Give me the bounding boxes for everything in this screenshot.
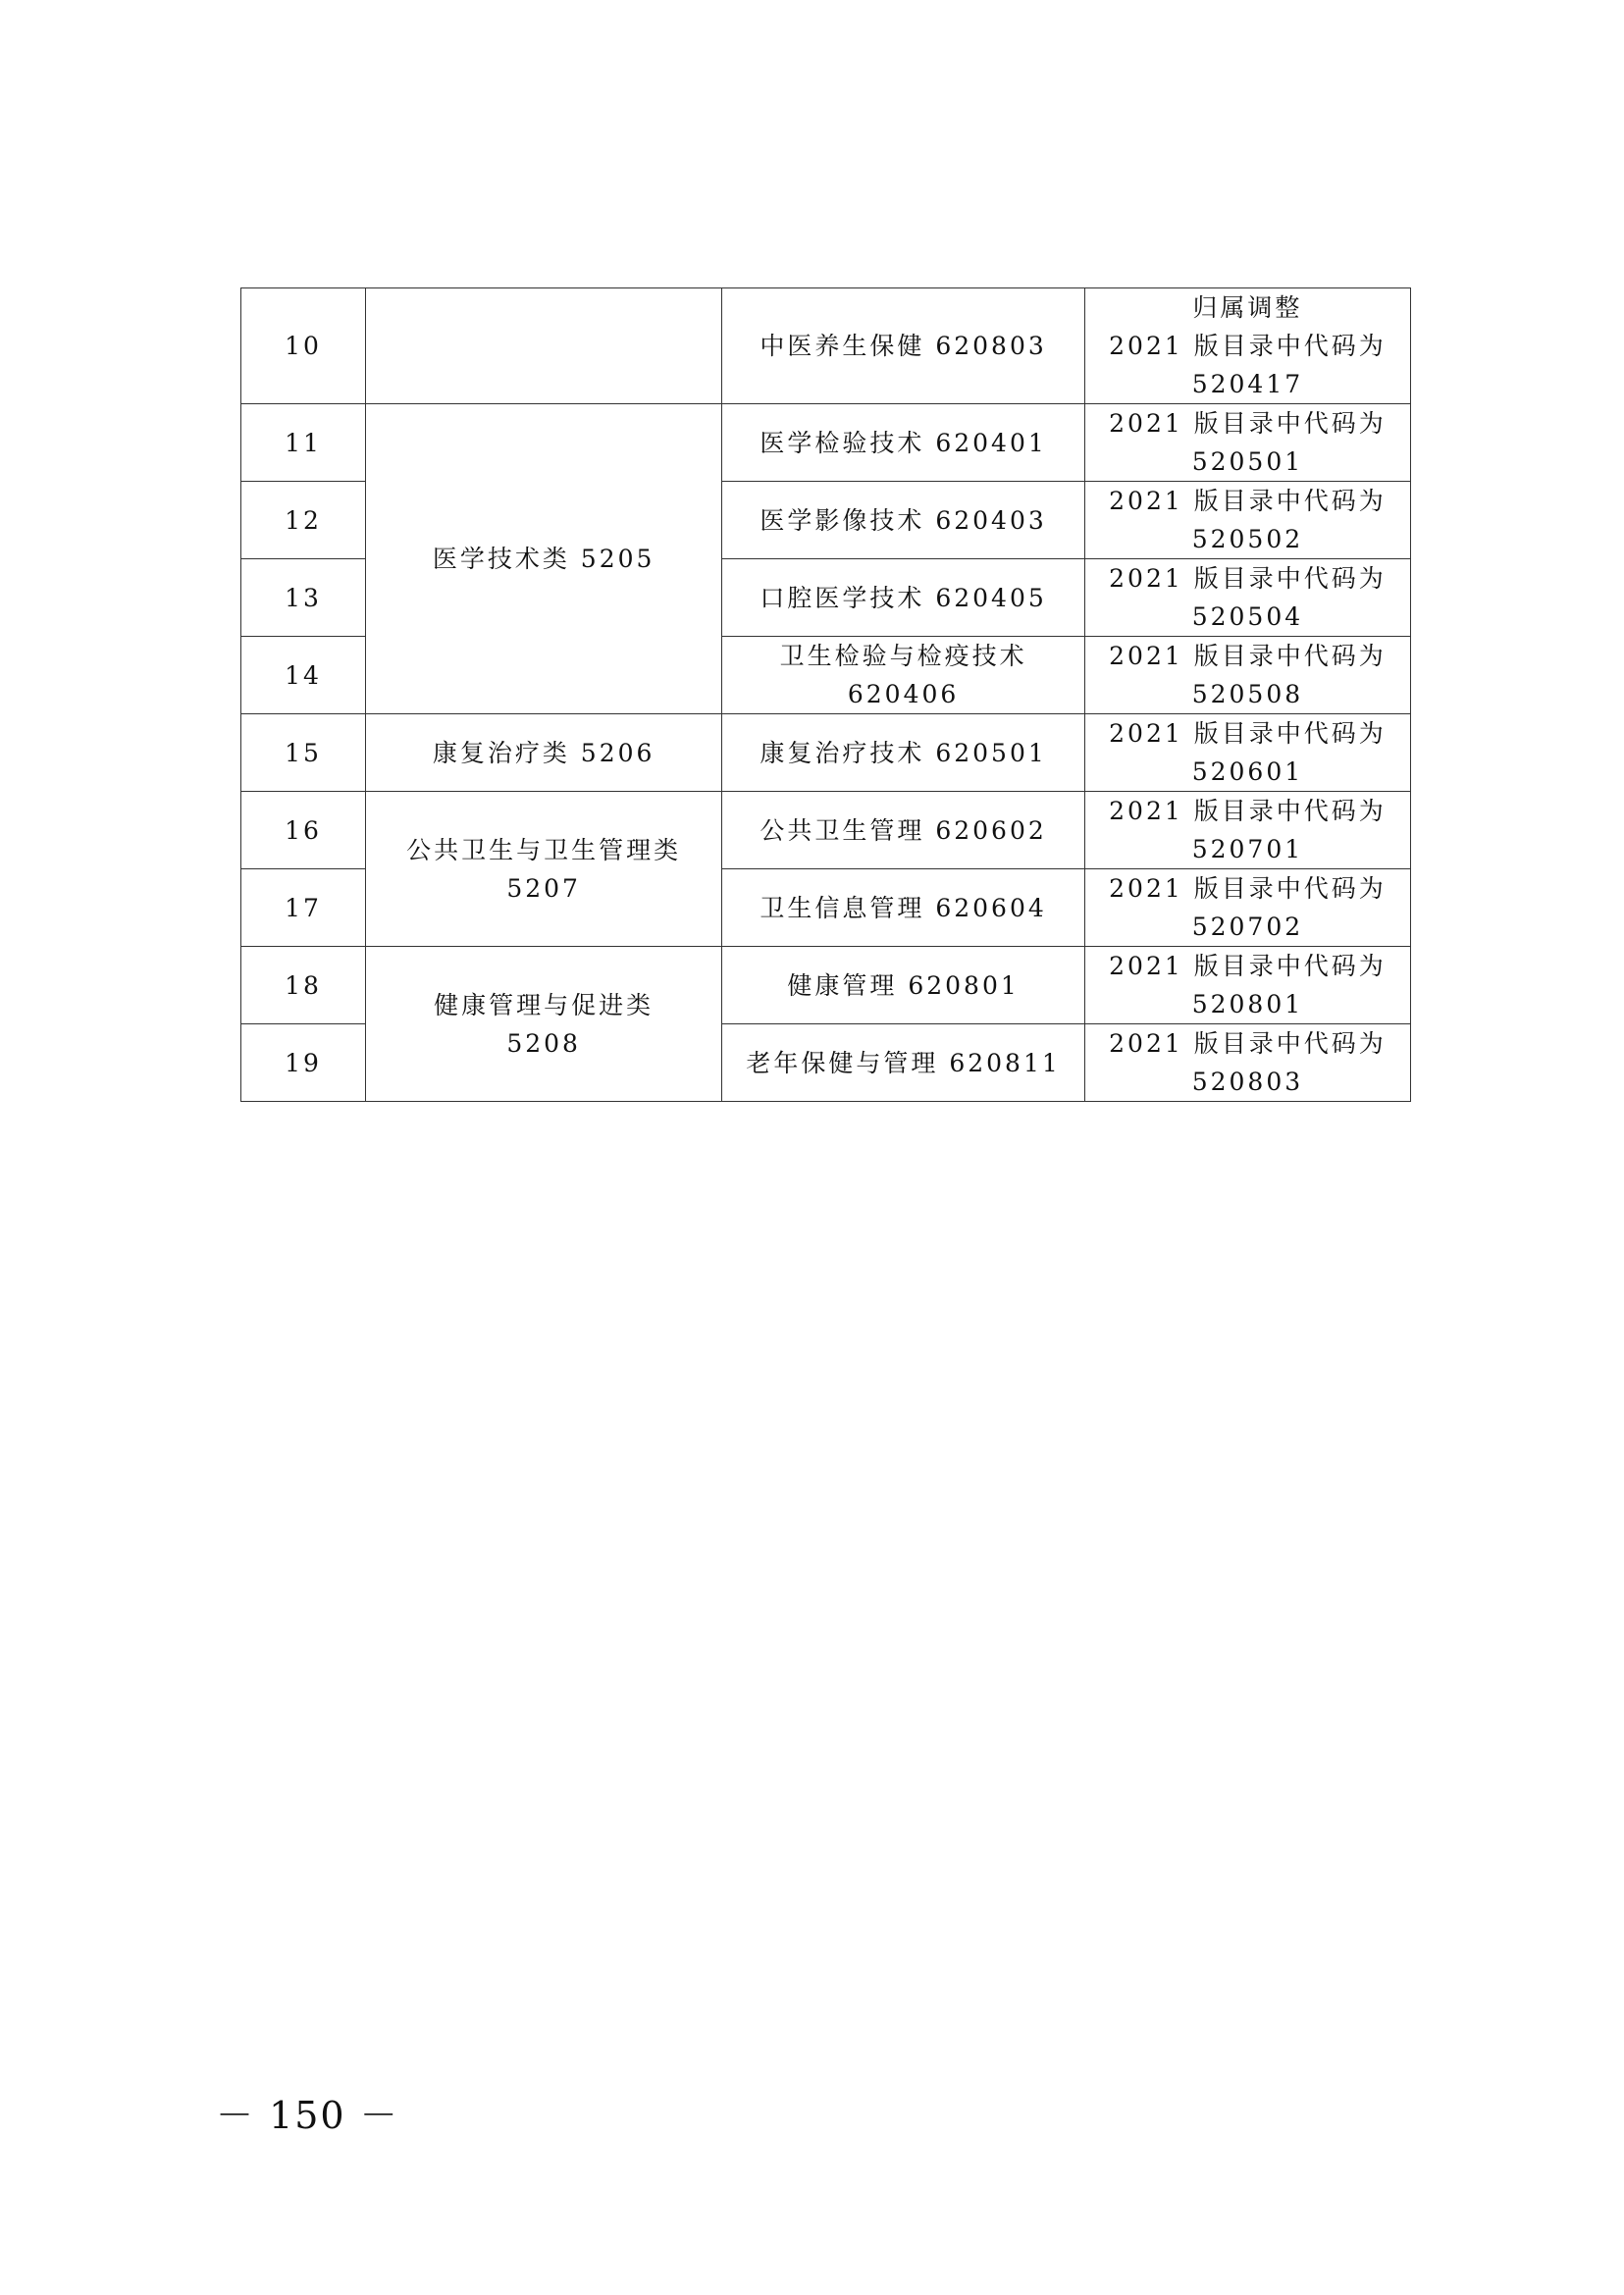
note-cell — [1084, 1024, 1410, 1102]
note-cell — [1084, 714, 1410, 792]
note-line: 520601 — [1191, 757, 1304, 786]
note-line: 520801 — [1191, 990, 1304, 1018]
note-line: 520803 — [1191, 1068, 1304, 1096]
row-number: 13 — [241, 559, 366, 637]
table-row — [241, 288, 1411, 404]
note-line: 归属调整 — [1192, 293, 1303, 322]
note-cell — [1084, 637, 1410, 714]
major-cell: 医学检验技术 620401 — [722, 404, 1085, 482]
major-cell: 中医养生保健 620803 — [722, 288, 1085, 404]
major-cell: 口腔医学技术 620405 — [722, 559, 1085, 637]
major-line: 卫生检验与检疫技术 — [779, 642, 1027, 670]
note-line: 2021 版目录中代码为 — [1109, 642, 1387, 670]
table-row — [241, 792, 1411, 869]
note-line: 2021 版目录中代码为 — [1109, 797, 1387, 825]
note-cell — [1084, 869, 1410, 947]
note-cell — [1084, 404, 1410, 482]
note-line: 2021 版目录中代码为 — [1109, 564, 1387, 593]
major-catalog-table — [240, 287, 1411, 1102]
row-number: 17 — [241, 869, 366, 947]
category-cell — [366, 288, 722, 404]
category-line: 公共卫生与卫生管理类 — [406, 835, 682, 864]
note-line: 520502 — [1191, 525, 1304, 553]
category-cell: 康复治疗类 5206 — [366, 714, 722, 792]
table-row — [241, 404, 1411, 482]
category-line: 5207 — [506, 873, 581, 903]
major-cell: 公共卫生管理 620602 — [722, 792, 1085, 869]
category-cell — [366, 947, 722, 1102]
note-line: 2021 版目录中代码为 — [1109, 332, 1387, 360]
category-line: 5208 — [506, 1028, 581, 1058]
note-line: 2021 版目录中代码为 — [1109, 874, 1387, 903]
table-row — [241, 714, 1411, 792]
page-number: － 150 － — [216, 2094, 399, 2137]
row-number: 18 — [241, 947, 366, 1024]
note-cell — [1084, 559, 1410, 637]
category-cell — [366, 792, 722, 947]
category-line: 健康管理与促进类 — [434, 990, 655, 1019]
row-number: 15 — [241, 714, 366, 792]
category-cell: 医学技术类 5205 — [366, 404, 722, 714]
row-number: 19 — [241, 1024, 366, 1102]
note-line: 2021 版目录中代码为 — [1109, 409, 1387, 438]
note-cell — [1084, 482, 1410, 559]
row-number: 10 — [241, 288, 366, 404]
row-number: 11 — [241, 404, 366, 482]
note-cell — [1084, 947, 1410, 1024]
note-line: 520501 — [1191, 447, 1304, 476]
row-number: 12 — [241, 482, 366, 559]
major-cell: 康复治疗技术 620501 — [722, 714, 1085, 792]
major-cell: 医学影像技术 620403 — [722, 482, 1085, 559]
note-line: 520702 — [1191, 913, 1304, 941]
note-cell — [1084, 288, 1410, 404]
major-cell — [722, 637, 1085, 714]
note-cell — [1084, 792, 1410, 869]
major-cell: 卫生信息管理 620604 — [722, 869, 1085, 947]
row-number: 16 — [241, 792, 366, 869]
major-cell: 老年保健与管理 620811 — [722, 1024, 1085, 1102]
table-row — [241, 947, 1411, 1024]
note-line: 520504 — [1191, 602, 1304, 631]
note-line: 2021 版目录中代码为 — [1109, 487, 1387, 515]
major-cell: 健康管理 620801 — [722, 947, 1085, 1024]
row-number: 14 — [241, 637, 366, 714]
note-line: 2021 版目录中代码为 — [1109, 719, 1387, 748]
note-line: 2021 版目录中代码为 — [1109, 952, 1387, 980]
major-line: 620406 — [847, 680, 960, 708]
note-line: 2021 版目录中代码为 — [1109, 1029, 1387, 1058]
note-line: 520508 — [1191, 680, 1304, 708]
note-line: 520417 — [1191, 370, 1304, 398]
note-line: 520701 — [1191, 835, 1304, 863]
